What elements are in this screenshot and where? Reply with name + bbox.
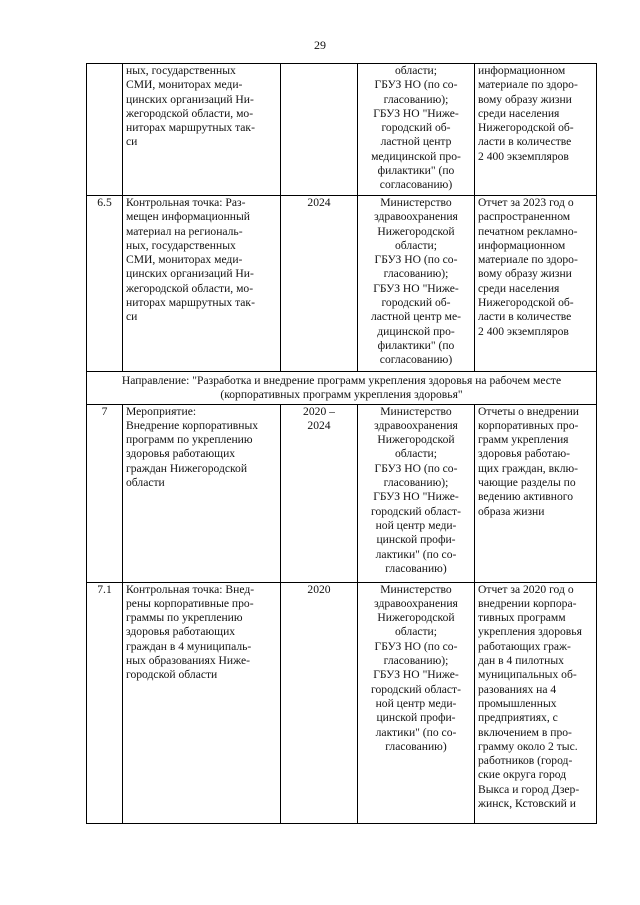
table-row [87,404,597,582]
executor-cell: Министерство здравоохранения Нижегородской области; ГБУЗ НО (по со- гласованию); ГБУЗ НО "Ниже- городский област- ной центр меди- цинской профи- лактики" (по со- гласованию) [358,404,475,582]
event-cell: Мероприятие: Внедрение корпоративных программ по укреплению здоровья работающих граждан Нижегородской области [123,404,281,582]
table-row [87,196,597,372]
row-number: 6.5 [87,196,123,372]
executor-cell: области; ГБУЗ НО (по со- гласованию); ГБУЗ НО "Ниже- городский об- ластной центр медицинской про- филактики" (по согласованию) [358,64,475,196]
direction-row [87,372,597,405]
result-cell: информационном материале по здоро- вому образу жизни среди населения Нижегородской об- ласти в количестве 2 400 экземпляров [475,64,597,196]
result-cell: Отчеты о внедрении корпоративных про- грамм укрепления здоровья работаю- щих граждан, вклю- чающие разделы по ведению активного образа жизни [475,404,597,582]
result-cell: Отчет за 2020 год о внедрении корпора- тивных программ укрепления здоровья работающих граж- дан в 4 пилотных муниципальных об- разованиях на 4 промышленных предприятиях, с включением в про- грамму около 2 тыс. работников (город- ские округа город Выкса и город Дзер- жинск, Кстовский и [475,582,597,823]
table-row [87,582,597,823]
executor-cell: Министерство здравоохранения Нижегородской области; ГБУЗ НО (по со- гласованию); ГБУЗ НО "Ниже- городский об- ластной центр ме- дицинской про- филактики" (по согласованию) [358,196,475,372]
program-table [86,63,597,824]
period-cell: 2020 – 2024 [281,404,358,582]
event-cell: Контрольная точка: Внед- рены корпоративные про- граммы по укреплению здоровья работающих граждан в 4 муниципаль- ных образованиях Ниже- городской области [123,582,281,823]
direction-heading: Направление: "Разработка и внедрение программ укрепления здоровья на рабочем месте (корпоративных программ укрепления здоровья" [87,372,597,405]
event-cell: Контрольная точка: Раз- мещен информационный материал на региональ- ных, государственных СМИ, мониторах меди- цинских организаций Ни- жегородской области, мо- ниторах маршрутных так- си [123,196,281,372]
result-cell: Отчет за 2023 год о распространенном печатном рекламно- информационном материале по здоро- вому образу жизни среди населения Нижегородской об- ласти в количестве 2 400 экземпляров [475,196,597,372]
event-cell: ных, государственных СМИ, мониторах меди- цинских организаций Ни- жегородской области, мо- ниторах маршрутных так- си [123,64,281,196]
executor-cell: Министерство здравоохранения Нижегородской области; ГБУЗ НО (по со- гласованию); ГБУЗ НО "Ниже- городский област- ной центр меди- цинской профи- лактики" (по со- гласованию) [358,582,475,823]
row-number [87,64,123,196]
period-cell: 2024 [281,196,358,372]
row-number: 7.1 [87,582,123,823]
table-row [87,64,597,196]
period-cell [281,64,358,196]
page-number: 29 [314,38,326,52]
period-cell: 2020 [281,582,358,823]
row-number: 7 [87,404,123,582]
